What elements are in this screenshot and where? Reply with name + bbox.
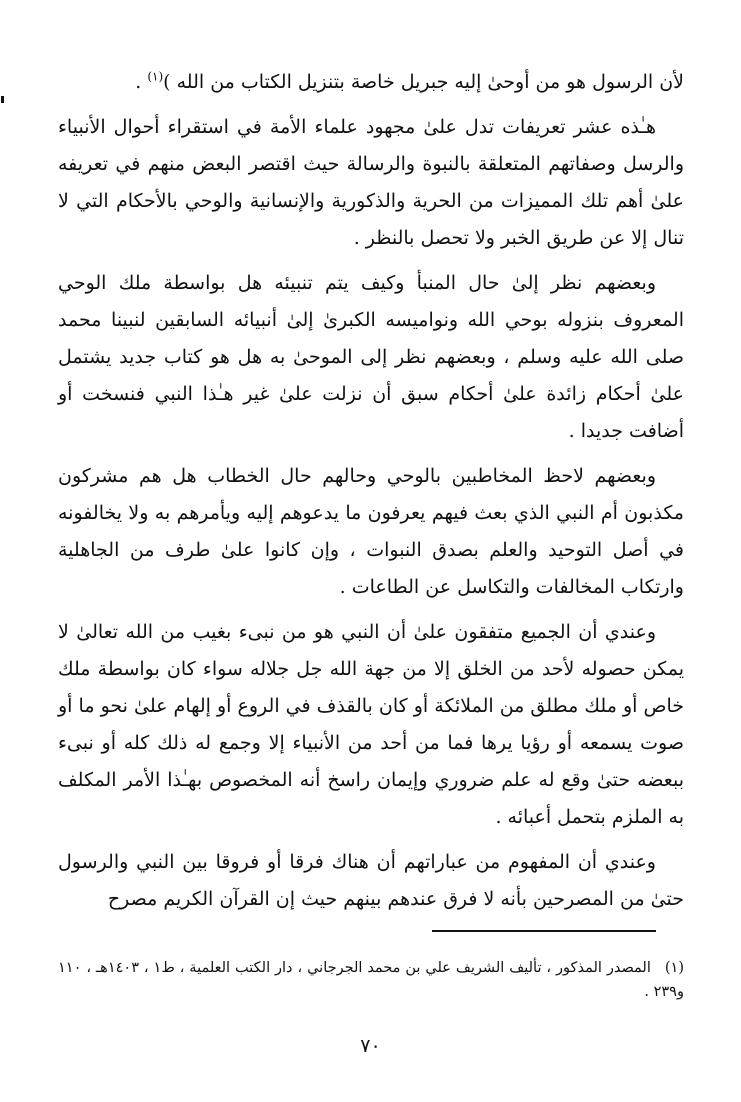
footnote-reference[interactable]: (١)	[147, 69, 164, 84]
paragraph-1-text: لأن الرسول هو من أوحىٰ إليه جبريل خاصة بتنزيل الكتاب من الله )	[163, 71, 684, 93]
paragraph-2: هـٰذه عشر تعريفات تدل علىٰ مجهود علماء الأمة في استقراء أحوال الأنبياء والرسل وصفاتهم المتعلقة بالنبوة والرسالة حيث اقتصر البعض منهم في تعريفه علىٰ أهم تلك المميزات من الحرية والذكورية والإنسانية والوحي بالأحكام التي لا تنال إلا عن طريق الخبر ولا تحصل بالنظر .	[58, 116, 684, 249]
footnote-divider	[432, 930, 656, 932]
paragraph-1-tail: .	[135, 71, 142, 93]
paragraph-6: وعندي أن المفهوم من عباراتهم أن هناك فرقا أو فروقا بين النبي والرسول حتىٰ من المصرحين بأنه لا فرق عندهم بينهم حيث إن القرآن الكريم مصرح	[58, 851, 684, 910]
footnote	[58, 956, 684, 1004]
footnote-text: المصدر المذكور ، تأليف الشريف علي بن محمد الجرجاني ، دار الكتب العلمية ، ط١ ، ١٤٠٣هـ ، ١١٠ و٢٣٩ .	[58, 960, 684, 1000]
page-number: ٧٠	[360, 1035, 381, 1057]
paragraph-1	[58, 64, 684, 101]
margin-mark	[1, 96, 4, 103]
footnote-number: (١)	[664, 960, 684, 976]
paragraph-5: وعندي أن الجميع متفقون علىٰ أن النبي هو من نبىء بغيب من الله تعالىٰ لا يمكن حصوله لأحد من الخلق إلا من جهة الله جل جلاله سواء كان بواسطة ملك خاص أو ملك مطلق من الملائكة أو كان بالقذف في الروع أو إلهام علىٰ نحو ما أو صوت يسمعه أو رؤيا يرها فما من أحد من الأنبياء إلا وجمع له ذلك كله أو نبىء ببعضه حتىٰ وقع له علم ضروري وإيمان راسخ أنه المخصوص بهـٰذا الأمر المكلف به الملزم بتحمل أعبائه .	[58, 621, 684, 828]
paragraph-3: وبعضهم نظر إلىٰ حال المنبأ وكيف يتم تنبيئه هل بواسطة ملك الوحي المعروف بنزوله بوحي الله ونواميسه الكبرىٰ إلىٰ أنبيائه السابقين لنبينا محمد صلى الله عليه وسلم ، وبعضهم نظر إلى الموحىٰ به هل هو كتاب جديد يشتمل علىٰ أحكام زائدة علىٰ أحكام سبق أن نزلت علىٰ غير هـٰذا النبي فنسخت أو أضافت جديدا .	[58, 272, 684, 442]
body-text	[58, 64, 684, 926]
paragraph-4: وبعضهم لاحظ المخاطبين بالوحي وحالهم حال الخطاب هل هم مشركون مكذبون أم النبي الذي بعث فيهم يعرفون ما يدعوهم إليه ويأمرهم به ولا يخالفونه في أصل التوحيد والعلم بصدق النبوات ، وإن كانوا علىٰ طرف من الجاهلية وارتكاب المخالفات والتكاسل عن الطاعات .	[58, 465, 684, 598]
